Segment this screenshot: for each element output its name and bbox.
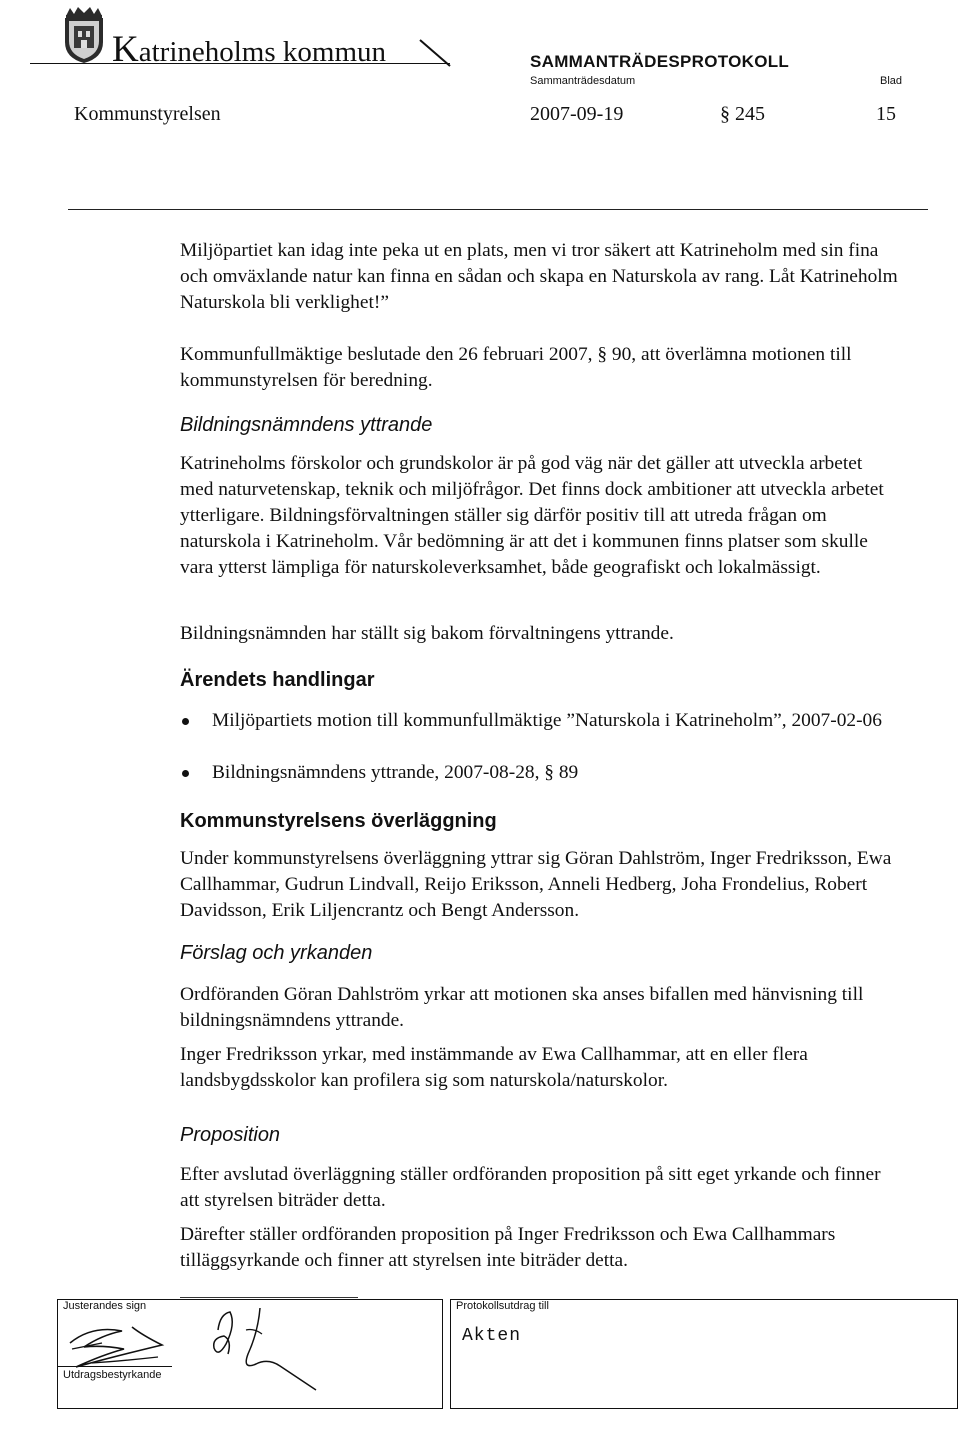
heading-bildningsnamndens-yttrande: Bildningsnämndens yttrande — [180, 414, 433, 436]
header-divider — [68, 209, 928, 210]
paragraph-chair-motion: Ordföranden Göran Dahlström yrkar att motionen ska anses bifallen med hänvisning till bildningsnämndens yttrande. — [180, 984, 864, 1031]
paragraph-motion-quote-end: Miljöpartiet kan idag inte peka ut en plats, men vi tror säkert att Katrineholm med sin fina och omväxlande natur kan finna en sådan och skapa en Naturskola av rang. Låt Katrineholm Naturskola bli verklighet!” — [180, 240, 898, 313]
logo-slash-mark — [418, 38, 452, 68]
list-item-document: Bildningsnämndens yttrande, 2007-08-28, § 89 — [212, 762, 579, 783]
heading-kommunstyrelsens-overlaggning: Kommunstyrelsens överläggning — [180, 810, 497, 832]
paragraph-bildning-statement: Katrineholms förskolor och grundskolor är på god väg när det gäller att utveckla arbetet med naturvetenskap, teknik och miljöfrågor. Det finns dock ambitioner att utveckla arbetet ytterligare. Bildningsförvaltningen ställer sig därför positiv till att utreda frågan om naturskola i Katrineholm. Vår bedömning är att det i kommunen finns platser som skulle vara ytterst lämpliga för naturskoleverksamhet, både geografiskt och lokalmässigt. — [180, 453, 884, 578]
sheet-label: Blad — [880, 75, 903, 87]
paragraph-council-decision: Kommunfullmäktige beslutade den 26 februari 2007, § 90, att överlämna motionen till kommunstyrelsen för beredning. — [180, 344, 852, 391]
handwritten-signature-2 — [188, 1300, 328, 1395]
paragraph-proposition-1: Efter avslutad överläggning ställer ordföranden proposition på sitt eget yrkande och finner att styrelsen biträder detta. — [180, 1164, 881, 1211]
logo-underline — [30, 63, 450, 64]
justerandes-sign-label: Justerandes sign — [63, 1300, 147, 1312]
municipality-name-rest: atrineholms kommun — [138, 36, 387, 68]
recipient-akten: Akten — [462, 1326, 522, 1346]
meeting-date-label: Sammanträdesdatum — [530, 75, 636, 87]
bullet-dot — [182, 770, 189, 777]
paragraph-bildning-approval: Bildningsnämnden har ställt sig bakom förvaltningens yttrande. — [180, 623, 674, 644]
heading-arendets-handlingar: Ärendets handlingar — [180, 669, 375, 691]
page-number: 15 — [876, 103, 896, 125]
body-name: Kommunstyrelsen — [74, 103, 221, 125]
municipality-name-initial: K — [112, 29, 139, 70]
heading-forslag-och-yrkanden: Förslag och yrkanden — [180, 942, 373, 964]
utdragsbestyrkande-label: Utdragsbestyrkande — [63, 1369, 162, 1381]
paragraph-proposition-2: Därefter ställer ordföranden proposition på Inger Fredriksson och Ewa Callhammars tilläggsyrkande och finner att styrelsen inte biträder detta. — [180, 1224, 836, 1271]
handwritten-signature-1 — [62, 1305, 192, 1375]
bullet-dot — [182, 718, 189, 725]
paragraph-number: § 245 — [720, 103, 765, 125]
municipality-name — [112, 28, 386, 71]
list-item-document: Miljöpartiets motion till kommunfullmäktige ”Naturskola i Katrineholm”, 2007-02-06 — [212, 710, 882, 731]
meeting-date: 2007-09-19 — [530, 103, 624, 125]
heading-proposition: Proposition — [180, 1124, 281, 1146]
municipal-crest-logo — [62, 6, 106, 64]
paragraph-speakers: Under kommunstyrelsens överläggning yttrar sig Göran Dahlström, Inger Fredriksson, Ewa Callhammar, Gudrun Lindvall, Reijo Eriksson, Anneli Hedberg, Joha Frondelius, Robert Davidsson, Erik Liljencrantz och Bengt Andersson. — [180, 848, 892, 921]
document-type-title: SAMMANTRÄDESPROTOKOLL — [530, 52, 790, 71]
protokollsutdrag-label: Protokollsutdrag till — [456, 1300, 549, 1312]
paragraph-additional-motion: Inger Fredriksson yrkar, med instämmande av Ewa Callhammar, att en eller flera landsbygdsskolor kan profilera sig som naturskola/naturskolor. — [180, 1044, 808, 1091]
closing-rule — [180, 1297, 358, 1298]
distribution-box — [450, 1299, 958, 1409]
